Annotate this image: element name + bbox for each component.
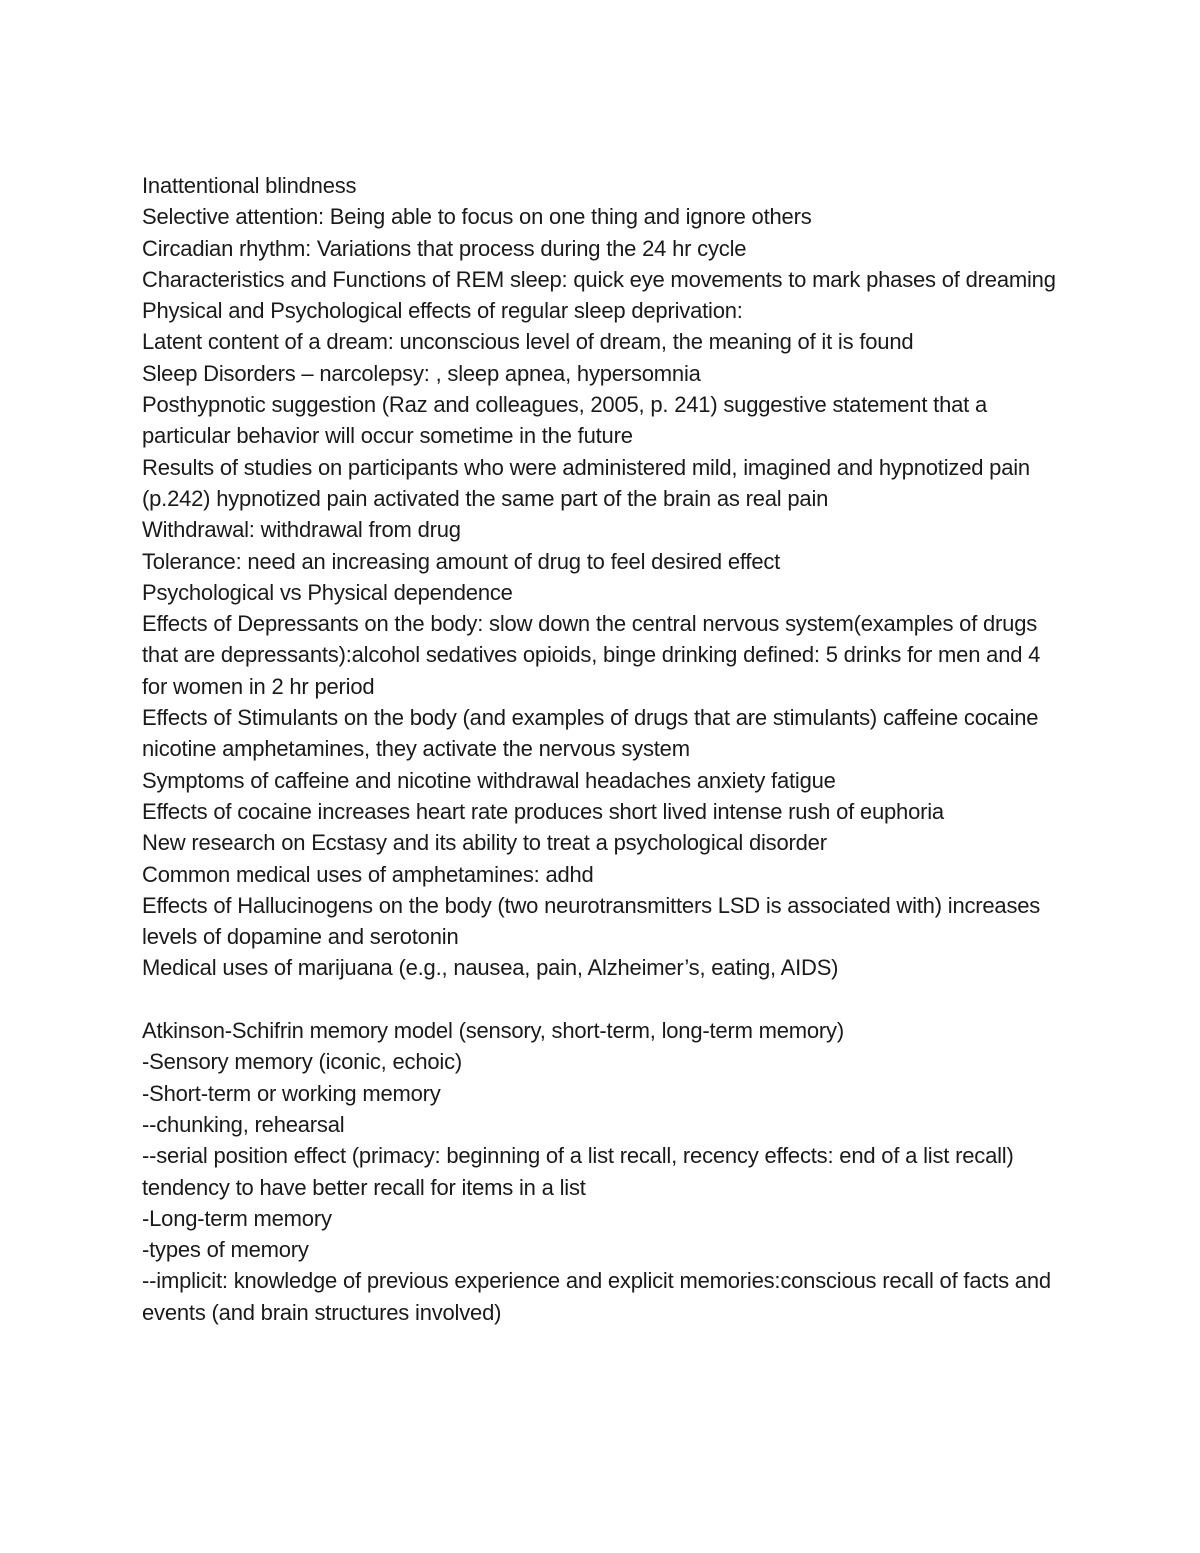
document-body <box>142 170 1067 1328</box>
note-line: Physical and Psychological effects of regular sleep deprivation: <box>142 298 743 324</box>
note-line: Tolerance: need an increasing amount of drug to feel desired effect <box>142 548 781 574</box>
note-line: Latent content of a dream: unconscious level of dream, the meaning of it is found <box>142 329 914 355</box>
section-spacer <box>142 984 1067 1015</box>
memory-note-line: Atkinson-Schifrin memory model (sensory, short-term, long-term memory) <box>142 1018 844 1044</box>
note-line: Psychological vs Physical dependence <box>142 579 513 605</box>
note-line: Sleep Disorders – narcolepsy: , sleep apnea, hypersomnia <box>142 360 701 386</box>
note-line: New research on Ecstasy and its ability to treat a psychological disorder <box>142 830 827 856</box>
note-line: Posthypnotic suggestion (Raz and colleagues, 2005, p. 241) suggestive statement that a particular behavior will occur sometime in the future <box>142 392 988 449</box>
note-line: Symptoms of caffeine and nicotine withdrawal headaches anxiety fatigue <box>142 767 836 793</box>
memory-note-line: -Long-term memory <box>142 1205 332 1231</box>
note-line: Selective attention: Being able to focus on one thing and ignore others <box>142 204 812 230</box>
note-line: Characteristics and Functions of REM sleep: quick eye movements to mark phases of dreaming <box>142 266 1056 292</box>
memory-note-line: -Sensory memory (iconic, echoic) <box>142 1049 463 1075</box>
note-line: Medical uses of marijuana (e.g., nausea, pain, Alzheimer’s, eating, AIDS) <box>142 955 839 981</box>
note-line: Effects of Stimulants on the body (and examples of drugs that are stimulants) caffeine cocaine nicotine amphetamines, they activate the nervous system <box>142 705 1039 762</box>
memory-note-line: --serial position effect (primacy: beginning of a list recall, recency effects: end of a list recall) tendency to have better recall for items in a list <box>142 1143 1014 1200</box>
note-line: Circadian rhythm: Variations that process during the 24 hr cycle <box>142 235 747 261</box>
note-line: Withdrawal: withdrawal from drug <box>142 517 461 543</box>
memory-note-line: -Short-term or working memory <box>142 1080 441 1106</box>
memory-note-line: -types of memory <box>142 1237 309 1263</box>
memory-note-line: --implicit: knowledge of previous experience and explicit memories:conscious recall of facts and events (and brain structures involved) <box>142 1268 1051 1325</box>
note-line: Inattentional blindness <box>142 173 357 198</box>
memory-note-line: --chunking, rehearsal <box>142 1111 345 1137</box>
note-line: Effects of Depressants on the body: slow down the central nervous system(examples of drugs that are depressants):alcohol sedatives opioids, binge drinking defined: 5 drinks for men and 4 for women in 2 hr period <box>142 611 1041 699</box>
note-line: Effects of cocaine increases heart rate produces short lived intense rush of euphoria <box>142 798 944 824</box>
note-line: Results of studies on participants who were administered mild, imagined and hypnotized pain (p.242) hypnotized pain activated the same part of the brain as real pain <box>142 454 1030 511</box>
note-line: Common medical uses of amphetamines: adhd <box>142 861 594 887</box>
note-line: Effects of Hallucinogens on the body (two neurotransmitters LSD is associated with) increases levels of dopamine and serotonin <box>142 892 1041 950</box>
